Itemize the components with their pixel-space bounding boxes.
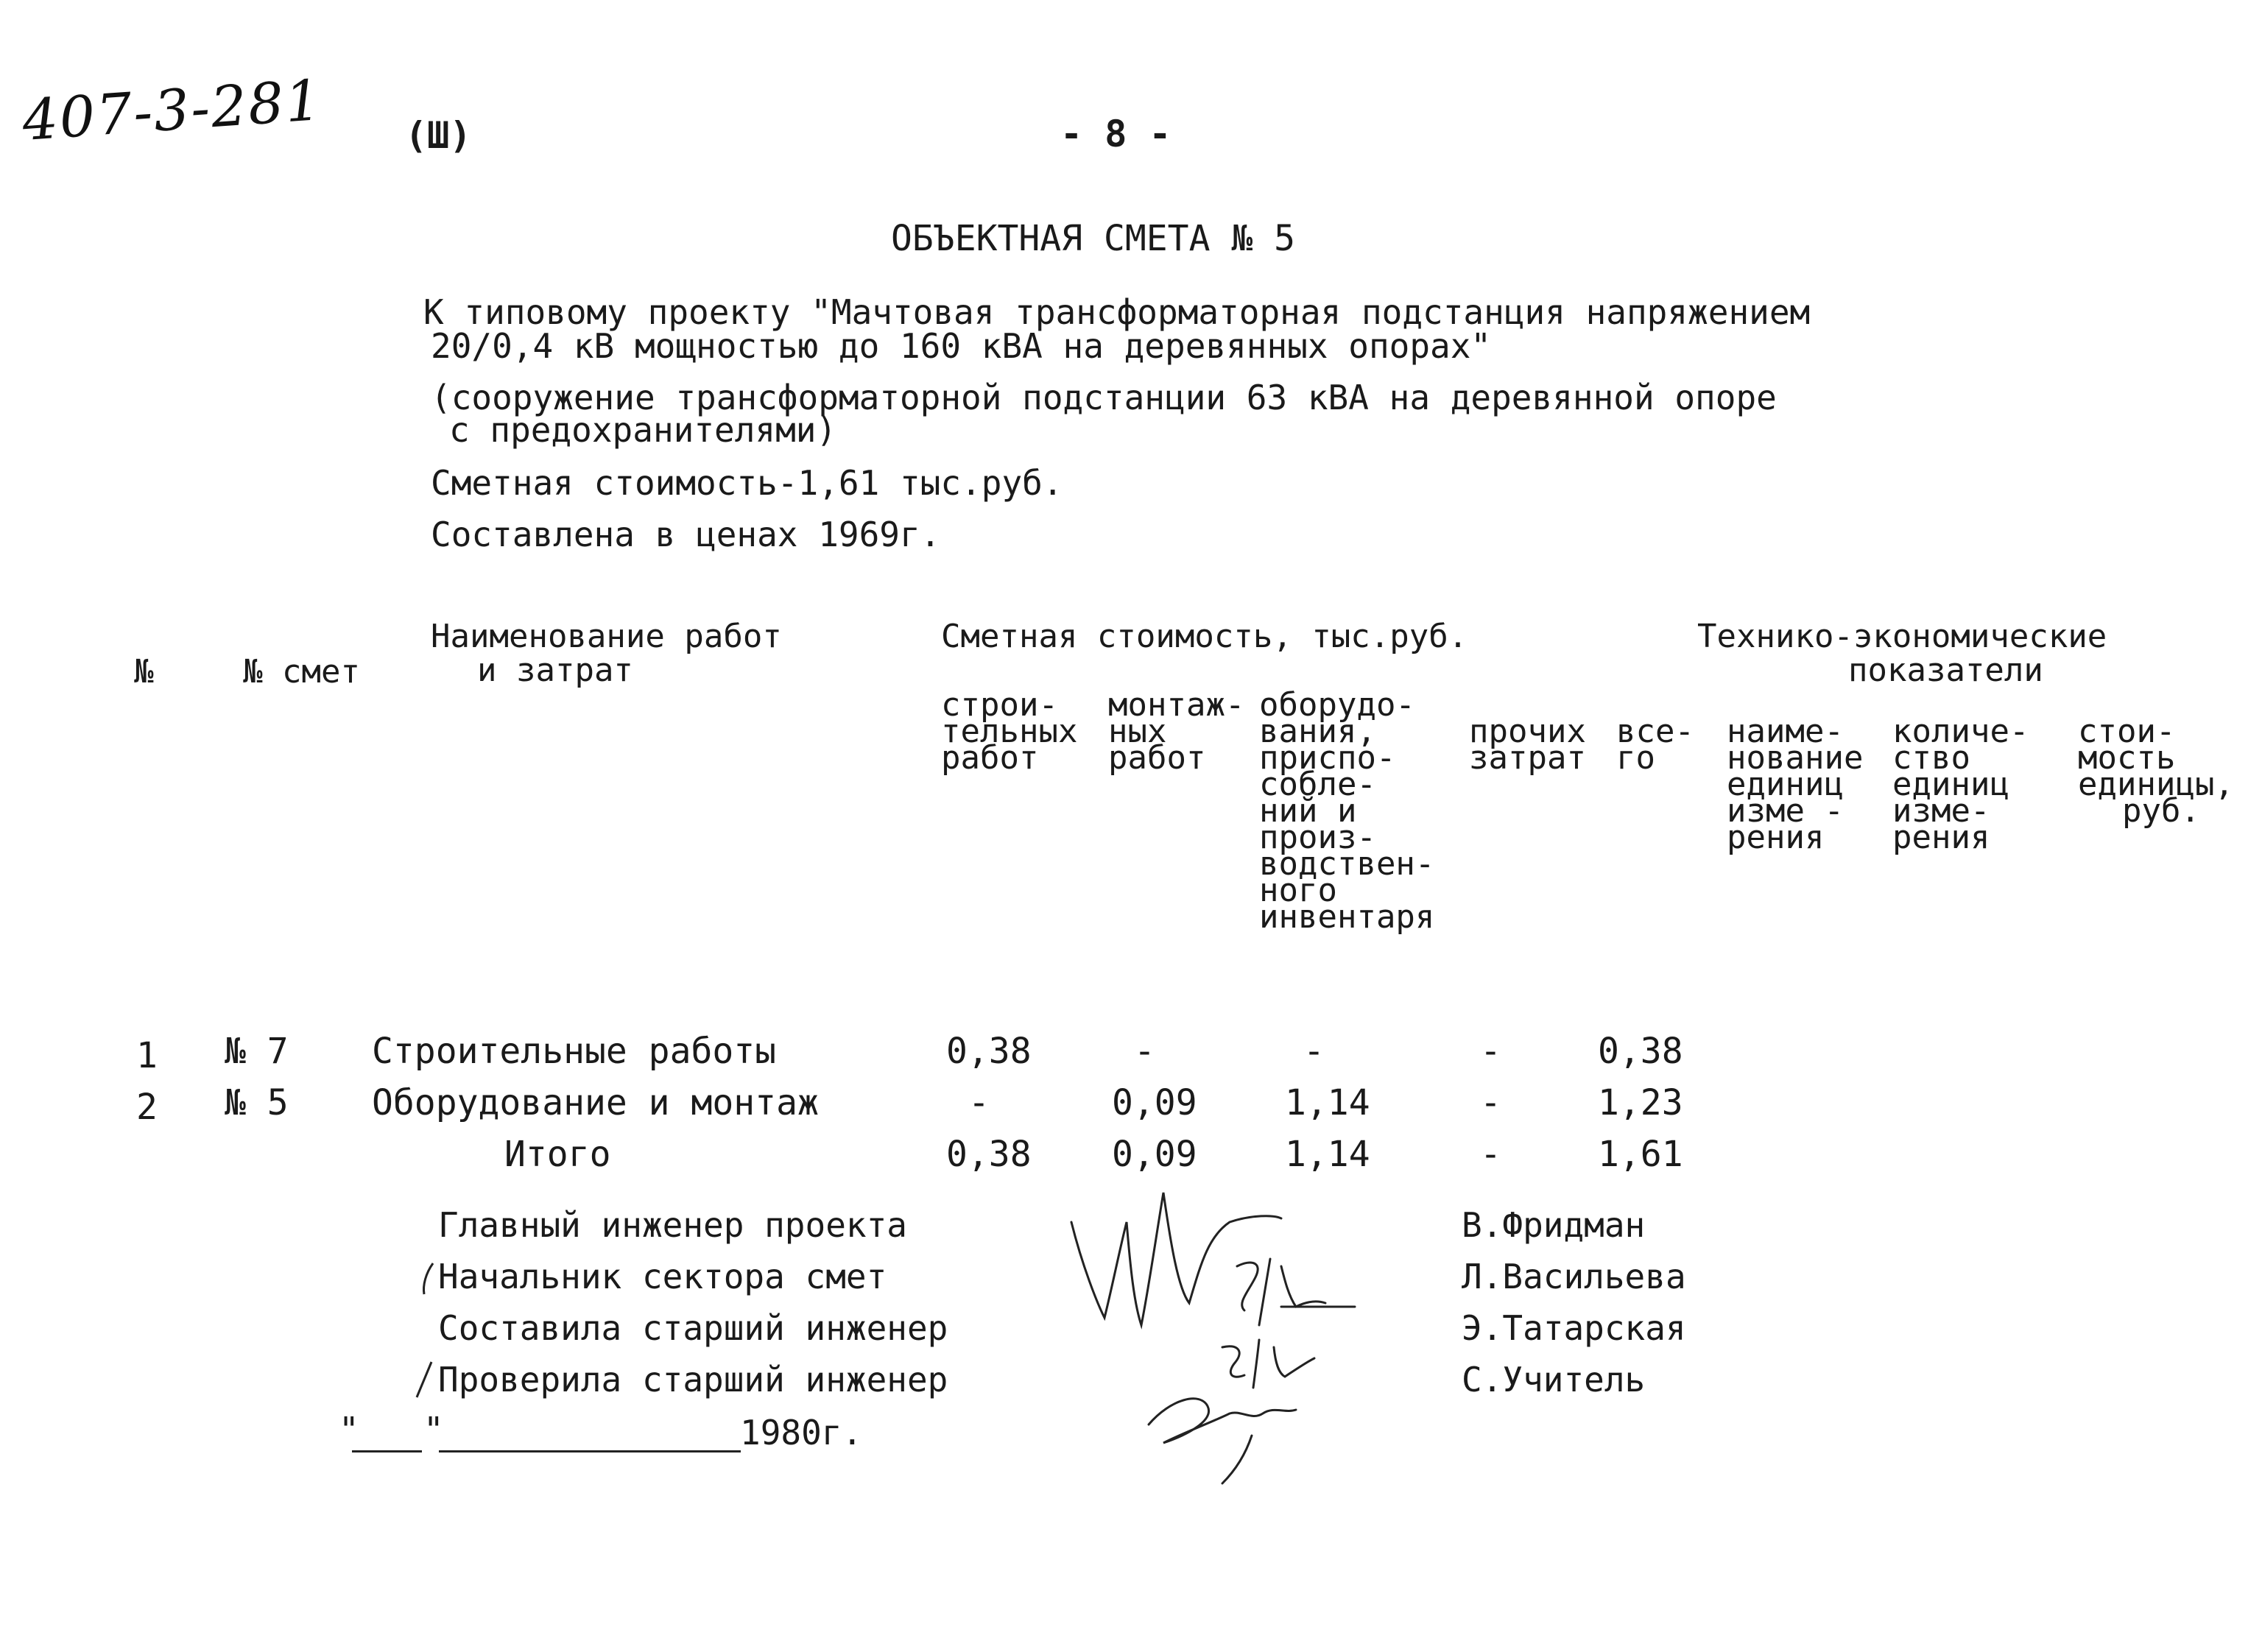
subcol-equip-line: водствен- xyxy=(1259,845,1435,883)
subcol-unit-qty-line: ство xyxy=(1892,739,1970,777)
row-equip: 1,14 xyxy=(1285,1082,1370,1123)
subcol-build-line: тельных xyxy=(941,713,1078,750)
intro-line-1: К типовому проекту "Мачтовая трансформаторная подстанция напряжением xyxy=(423,292,1811,332)
row-name: Оборудование и монтаж xyxy=(372,1082,819,1123)
subcol-unit-qty xyxy=(1892,713,2029,856)
intro-line-3: (сооружение трансформаторной подстанции 63 кВА на деревянной опоре xyxy=(431,378,1777,417)
row-equip: - xyxy=(1303,1031,1325,1072)
document-title: ОБЪЕКТНАЯ СМЕТА № 5 xyxy=(891,218,1296,259)
subcol-equip-line: оборудо- xyxy=(1259,686,1415,724)
handwritten-document-code: 407-3-281 xyxy=(20,66,325,154)
row-build: 0,38 xyxy=(946,1134,1032,1175)
subcol-unit-cost-line: мость xyxy=(2078,739,2176,777)
subcol-unit-name-line: наиме- xyxy=(1727,713,1844,750)
subcol-mount xyxy=(1108,686,1245,777)
signature-role: Начальник сектора смет xyxy=(438,1257,887,1296)
tech-group-header-1: Технико-экономические xyxy=(1697,618,2107,655)
row-other: - xyxy=(1480,1134,1501,1175)
row-smet: № 5 xyxy=(225,1082,289,1123)
row-total: 1,23 xyxy=(1598,1082,1683,1123)
signature-name: В.Фридман xyxy=(1462,1205,1646,1245)
col-header-name-2: и затрат xyxy=(477,652,633,689)
row-no: 2 xyxy=(136,1087,158,1128)
date-month-line xyxy=(439,1450,741,1452)
subcol-mount-line: ных xyxy=(1108,713,1167,750)
subcol-unit-name-line: нование xyxy=(1727,739,1864,777)
subcol-equip-line: ного xyxy=(1259,872,1337,909)
row-smet: № 7 xyxy=(225,1031,289,1072)
row-build: - xyxy=(968,1082,990,1123)
check-mark-icon xyxy=(418,1260,437,1297)
subcol-total xyxy=(1616,713,1694,777)
subcol-equip-line: инвентаря xyxy=(1259,898,1435,936)
subcol-mount-line: работ xyxy=(1108,739,1206,777)
page-number: - 8 - xyxy=(1060,113,1171,155)
subcol-mount-line: монтаж- xyxy=(1108,686,1245,724)
subcol-unit-cost-line: руб. xyxy=(2122,792,2200,830)
subcol-equip-line: приспо- xyxy=(1259,739,1396,777)
intro-line-4: с предохранителями) xyxy=(449,410,837,450)
subcol-unit-qty-line: количе- xyxy=(1892,713,2029,750)
signature-role: Составила старший инженер xyxy=(438,1308,948,1348)
prices-basis: Составлена в ценах 1969г. xyxy=(431,515,941,554)
cost-group-header: Сметная стоимость, тыс.руб. xyxy=(941,618,1468,655)
signature-role: Проверила старший инженер xyxy=(438,1360,948,1399)
subcol-total-line: го xyxy=(1616,739,1655,777)
subcol-build-line: работ xyxy=(941,739,1039,777)
subcol-build-line: строи- xyxy=(941,686,1058,724)
row-name: Строительные работы xyxy=(372,1031,777,1072)
date-year: 1980г. xyxy=(740,1413,863,1452)
estimated-cost: Сметная стоимость-1,61 тыс.руб. xyxy=(431,463,1063,503)
row-other: - xyxy=(1480,1031,1501,1072)
tech-group-header-2: показатели xyxy=(1848,652,2043,689)
row-other: - xyxy=(1480,1082,1501,1123)
row-no: 1 xyxy=(136,1035,158,1076)
col-header-smet: № смет xyxy=(243,653,360,691)
row-mount: 0,09 xyxy=(1112,1134,1197,1175)
subcol-unit-cost-line: единицы, xyxy=(2078,766,2234,803)
row-total: 1,61 xyxy=(1598,1134,1683,1175)
subcol-other xyxy=(1469,713,1586,777)
subcol-unit-cost xyxy=(2078,713,2234,830)
handwritten-signature-icon xyxy=(1060,1178,1384,1487)
row-mount: 0,09 xyxy=(1112,1082,1197,1123)
subcol-equip-line: вания, xyxy=(1259,713,1376,750)
subcol-other-line: затрат xyxy=(1469,739,1586,777)
subcol-total-line: все- xyxy=(1616,713,1694,750)
roman-section-marker: (Ш) xyxy=(405,114,472,157)
subcol-equip-line: произ- xyxy=(1259,819,1376,856)
subcol-unit-name-line: единиц xyxy=(1727,766,1844,803)
intro-line-2: 20/0,4 кВ мощностью до 160 кВА на деревянных опорах" xyxy=(431,326,1492,366)
date-quote-close: " xyxy=(423,1410,444,1450)
col-header-no: № xyxy=(134,653,154,691)
subcol-unit-name-line: изме - xyxy=(1727,792,1844,830)
subcol-unit-name xyxy=(1727,713,1864,856)
row-name: Итого xyxy=(504,1134,611,1175)
row-build: 0,38 xyxy=(946,1031,1032,1072)
subcol-equip xyxy=(1259,686,1435,936)
signature-name: С.Учитель xyxy=(1462,1360,1646,1399)
row-mount: - xyxy=(1134,1031,1155,1072)
date-day-line xyxy=(352,1450,422,1452)
date-quote-open: " xyxy=(339,1410,359,1450)
signature-name: Э.Татарская xyxy=(1462,1308,1686,1348)
col-header-name-1: Наименование работ xyxy=(431,618,782,655)
subcol-equip-line: собле- xyxy=(1259,766,1376,803)
row-equip: 1,14 xyxy=(1285,1134,1370,1175)
subcol-build xyxy=(941,686,1078,777)
subcol-equip-line: ний и xyxy=(1259,792,1357,830)
subcol-unit-cost-line: стои- xyxy=(2078,713,2176,750)
signature-role: Главный инженер проекта xyxy=(438,1205,907,1245)
subcol-unit-name-line: рения xyxy=(1727,819,1825,856)
subcol-other-line: прочих xyxy=(1469,713,1586,750)
row-total: 0,38 xyxy=(1598,1031,1683,1072)
subcol-unit-qty-line: рения xyxy=(1892,819,1990,856)
subcol-unit-qty-line: изме- xyxy=(1892,792,1990,830)
check-mark-icon xyxy=(412,1359,434,1400)
subcol-unit-qty-line: единиц xyxy=(1892,766,2009,803)
signature-name: Л.Васильева xyxy=(1462,1257,1686,1296)
